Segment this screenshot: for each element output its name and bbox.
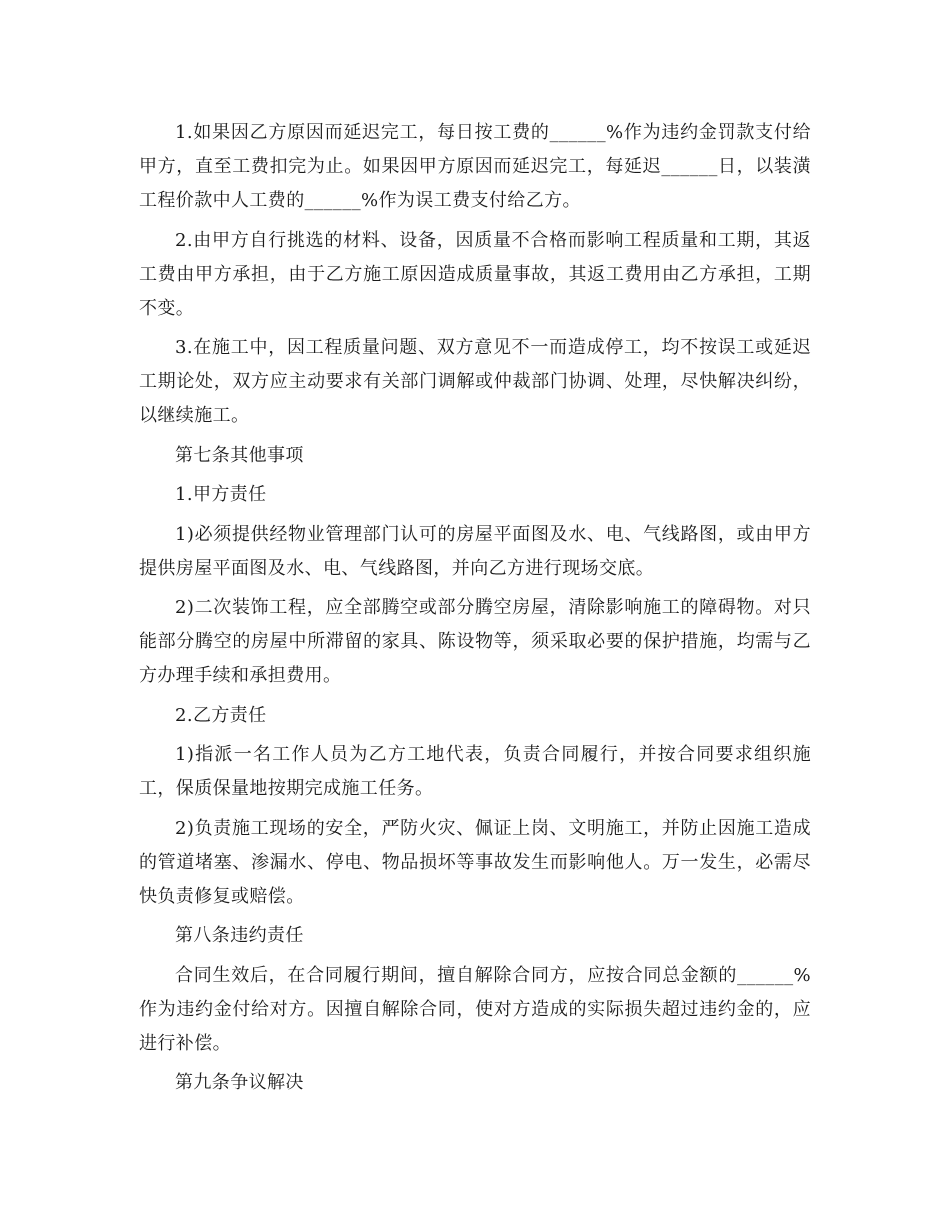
- paragraph-material-rework: 2.由甲方自行挑选的材料、设备，因质量不合格而影响工程质量和工期，其返工费由甲方承担，由于乙方施工原因造成质量事故，其返工费用由乙方承担，工期不变。: [139, 229, 811, 319]
- paragraph-party-a-item-1: 1)必须提供经物业管理部门认可的房屋平面图及水、电、气线路图，或由甲方提供房屋平面图及水、电、气线路图，并向乙方进行现场交底。: [139, 523, 811, 579]
- heading-article-9: 第九条争议解决: [175, 1072, 304, 1093]
- paragraph-party-a-responsibility: 1.甲方责任: [175, 484, 267, 505]
- heading-article-8: 第八条违约责任: [175, 925, 304, 946]
- heading-article-7: 第七条其他事项: [175, 444, 304, 466]
- document-body: [139, 116, 811, 1106]
- paragraph-party-b-item-2: 2)负责施工现场的安全，严防火灾、佩证上岗、文明施工，并防止因施工造成的管道堵塞、渗漏水、停电、物品损坏等事故发生而影响他人。万一发生，必需尽快负责修复或赔偿。: [139, 817, 811, 907]
- paragraph-party-b-responsibility: 2.乙方责任: [175, 704, 267, 726]
- paragraph-breach-liability: 合同生效后，在合同履行期间，擅自解除合同方，应按合同总金额的______%作为违约金付给对方。因擅自解除合同，使对方造成的实际损失超过违约金的，应进行补偿。: [139, 964, 811, 1054]
- paragraph-party-b-item-1: 1)指派一名工作人员为乙方工地代表，负责合同履行，并按合同要求组织施工，保质保量地按期完成施工任务。: [139, 744, 811, 799]
- paragraph-dispute-stoppage: 3.在施工中，因工程质量问题、双方意见不一而造成停工，均不按误工或延迟工期论处，双方应主动要求有关部门调解或仲裁部门协调、处理，尽快解决纠纷，以继续施工。: [139, 337, 811, 426]
- paragraph-delay-penalty: 1.如果因乙方原因而延迟完工，每日按工费的______%作为违约金罚款支付给甲方，直至工费扣完为止。如果因甲方原因而延迟完工，每延迟______日，以装潢工程价款中人工费的______%作为误工费支付给乙方。: [139, 122, 811, 211]
- paragraph-party-a-item-2: 2)二次装饰工程，应全部腾空或部分腾空房屋，清除影响施工的障碍物。对只能部分腾空的房屋中所滞留的家具、陈设物等，须采取必要的保护措施，均需与乙方办理手续和承担费用。: [139, 597, 811, 686]
